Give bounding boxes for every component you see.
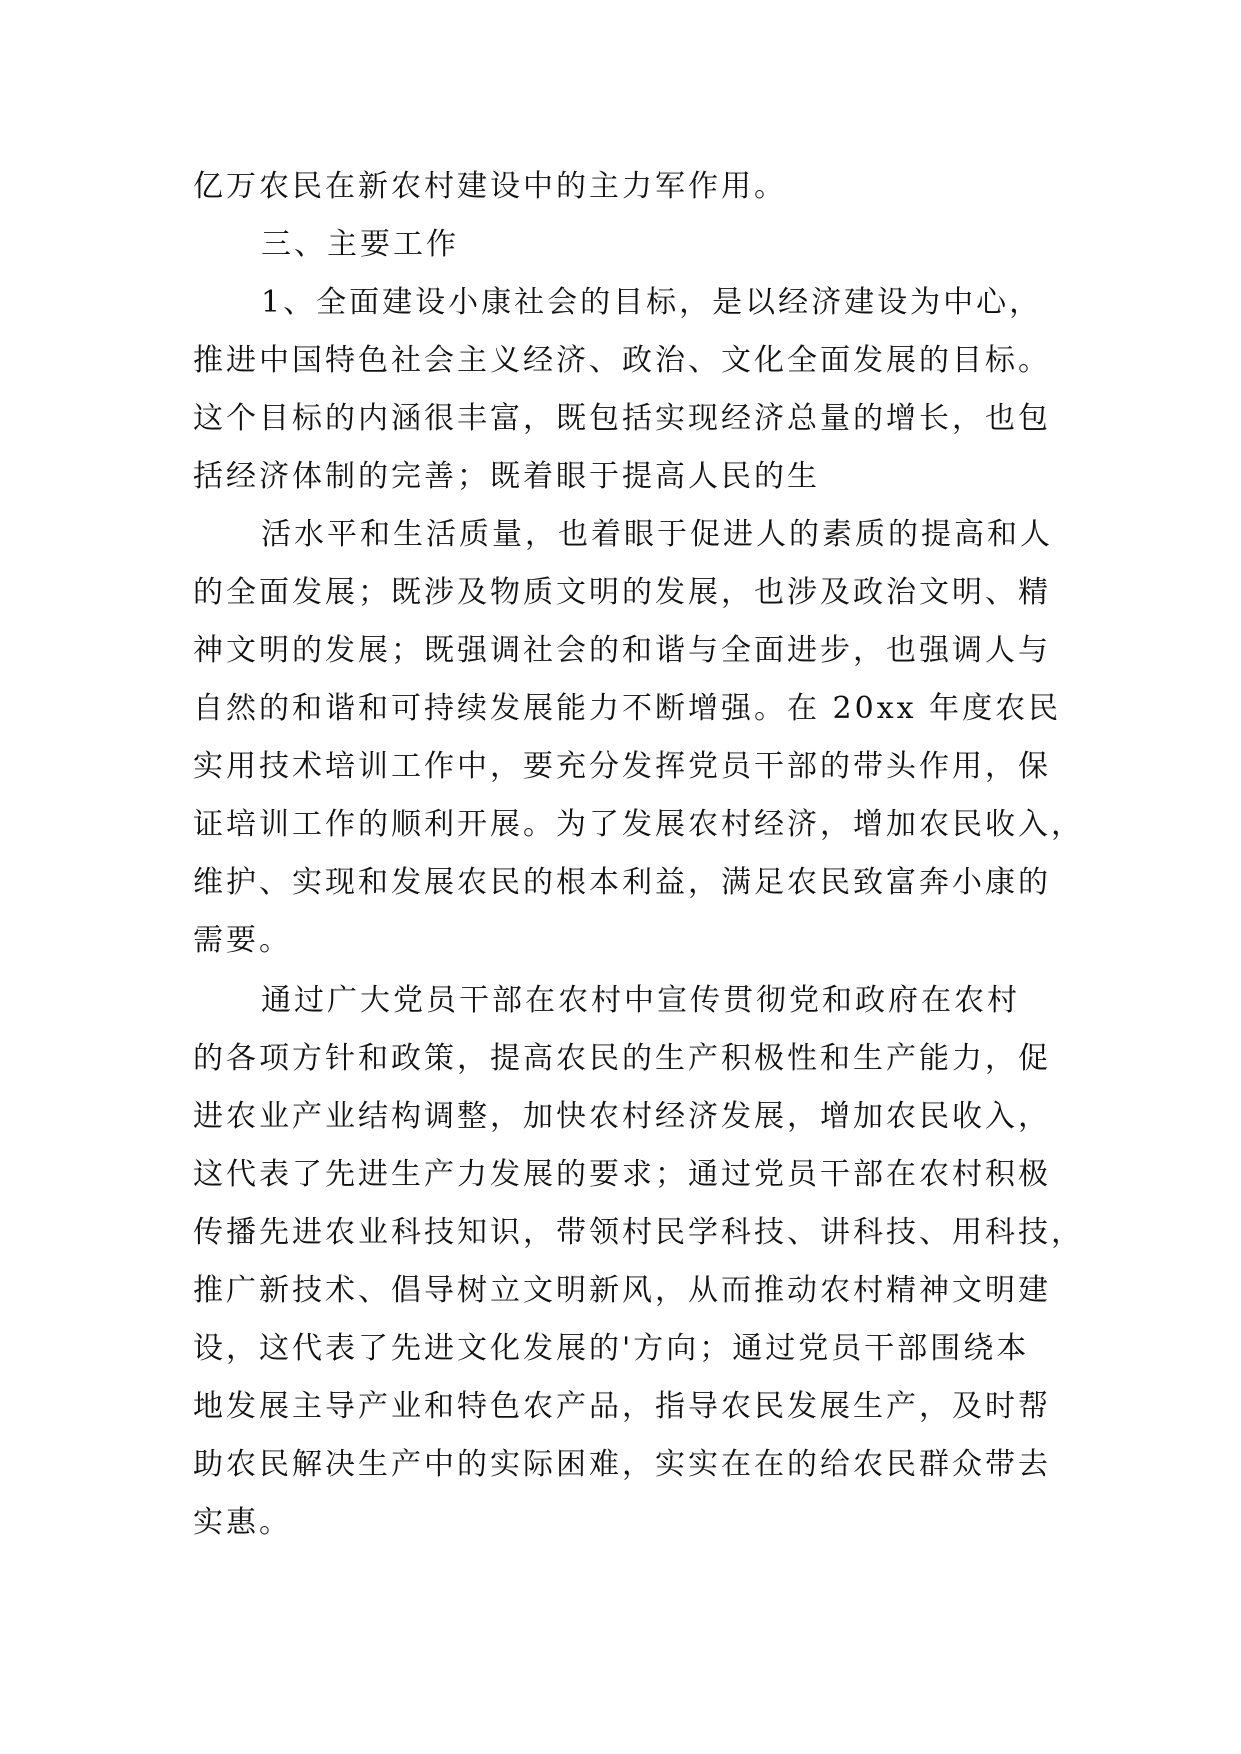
text-line: 通过广大党员干部在农村中宣传贯彻党和政府在农村 [261,983,1020,1018]
text-line: 括经济体制的完善；既着眼于提高人民的生 [193,459,820,494]
text-line: 的各项方针和政策，提高农民的生产积极性和生产能力，促 [193,1041,1051,1076]
text-line: 神文明的发展；既强调社会的和谐与全面进步，也强调人与 [193,633,1051,668]
text-line: 这代表了先进生产力发展的要求；通过党员干部在农村积极 [193,1157,1051,1192]
text-line: 设，这代表了先进文化发展的'方向；通过党员干部围绕本 [193,1331,1030,1366]
text-line: 这个目标的内涵很丰富，既包括实现经济总量的增长，也包 [193,401,1051,436]
text-line: 需要。 [193,923,292,958]
text-line: 的全面发展；既涉及物质文明的发展，也涉及政治文明、精 [193,575,1051,610]
text-line: 推进中国特色社会主义经济、政治、文化全面发展的目标。 [193,343,1051,378]
text-line: 地发展主导产业和特色农产品，指导农民发展生产，及时帮 [193,1389,1051,1424]
text-line: 实惠。 [193,1505,292,1540]
text-line: 推广新技术、倡导树立文明新风，从而推动农村精神文明建 [193,1273,1051,1308]
text-line: 传播先进农业科技知识，带领村民学科技、讲科技、用科技， [193,1215,1084,1250]
text-line: 助农民解决生产中的实际困难，实实在在的给农民群众带去 [193,1447,1051,1482]
document-body [193,158,1084,1552]
text-line: 1、全面建设小康社会的目标，是以经济建设为中心， [261,285,1043,320]
section-heading: 三、主要工作 [261,227,459,262]
text-line: 实用技术培训工作中，要充分发挥党员干部的带头作用，保 [193,749,1051,784]
text-line: 证培训工作的顺利开展。为了发展农村经济，增加农民收入， [193,807,1084,842]
text-line: 活水平和生活质量，也着眼于促进人的素质的提高和人 [261,517,1053,552]
text-line: 亿万农民在新农村建设中的主力军作用。 [193,169,787,204]
text-line: 进农业产业结构调整，加快农村经济发展，增加农民收入， [193,1099,1051,1134]
text-line: 维护、实现和发展农民的根本利益，满足农民致富奔小康的 [193,865,1051,900]
text-line: 自然的和谐和可持续发展能力不断增强。在 20xx 年度农民 [193,691,1062,726]
